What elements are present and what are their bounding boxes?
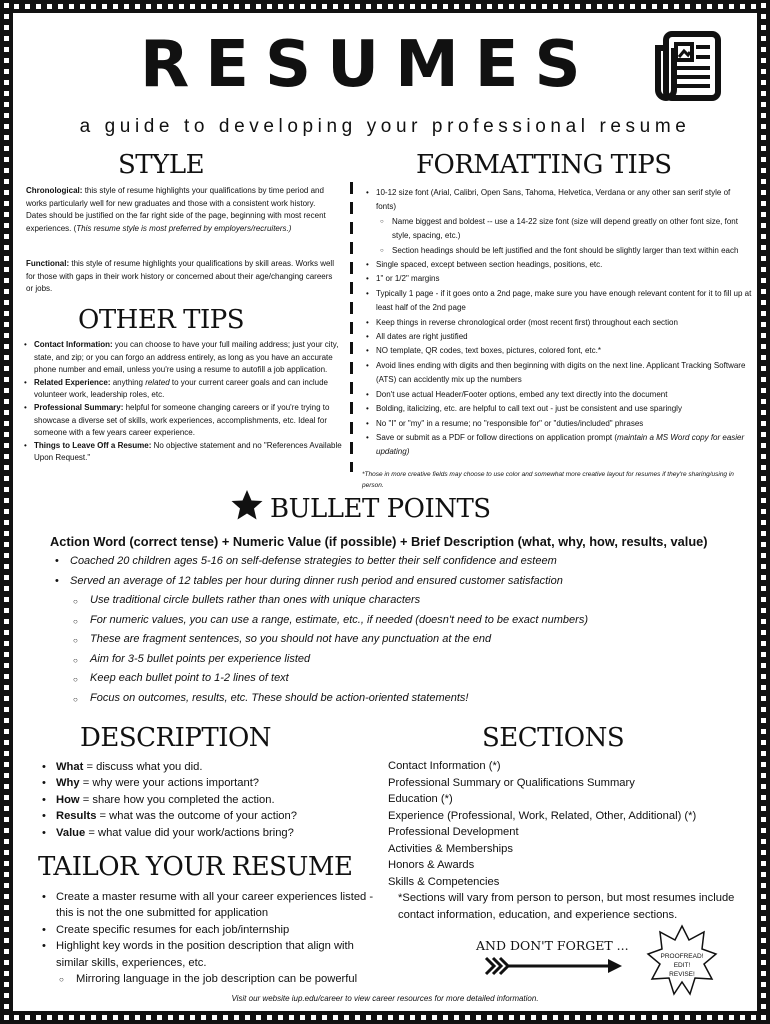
burst-badge-icon bbox=[646, 924, 718, 996]
list-item: ○ Aim for 3-5 bullet points per experience listed bbox=[50, 650, 750, 670]
list-item: • Highlight key words in the position description that align with similar skills, experiences, etc. bbox=[36, 938, 376, 971]
description-label: Value bbox=[56, 826, 86, 839]
tip-text: to your current career goals and can include volunteer work, leadership roles, etc. bbox=[34, 377, 328, 400]
badge-text bbox=[646, 952, 718, 979]
list-item: Skills & Competencies bbox=[388, 875, 500, 888]
border-top bbox=[0, 0, 770, 13]
list-item: Activities & Memberships bbox=[388, 842, 513, 855]
page-subtitle: a guide to developing your professional resume bbox=[79, 116, 691, 137]
list-item: ○ Focus on outcomes, results, etc. These should be action-oriented statements! bbox=[50, 689, 750, 709]
list-item: • Single spaced, except between section headings, positions, etc. bbox=[364, 258, 752, 272]
star-icon bbox=[230, 488, 264, 522]
list-item: Contact Information (*) bbox=[388, 760, 501, 772]
list-item: Professional Development bbox=[388, 826, 519, 838]
tip-label: Contact Information: bbox=[34, 340, 113, 349]
list-item: ○ Keep each bullet point to 1-2 lines of text bbox=[50, 669, 750, 689]
chronological-note: This resume style is most preferred by employers/recruiters.) bbox=[76, 223, 292, 233]
list-item: • Typically 1 page - if it goes onto a 2nd page, make sure you have enough relevant content for it to fill up at least half of the 2nd page bbox=[364, 287, 752, 316]
arrow-icon bbox=[484, 954, 624, 978]
list-item: • Create specific resumes for each job/internship bbox=[36, 922, 376, 938]
list-item: ○ Use traditional circle bullets rather than ones with unique characters bbox=[50, 591, 750, 611]
style-chronological bbox=[26, 185, 338, 235]
border-left bbox=[0, 0, 13, 1024]
tailor-heading: TAILOR YOUR RESUME bbox=[38, 852, 353, 882]
list-item: • Avoid lines ending with digits and then beginning with digits on the next line. Applicant Tracking Software (ATS) can accidently mix up the numbers bbox=[364, 359, 752, 388]
list-item: • No "I" or "my" in a resume; no "responsible for" or "duties/included" phrases bbox=[364, 417, 752, 431]
other-tips-list bbox=[22, 339, 342, 465]
style-heading: STYLE bbox=[118, 150, 205, 180]
description-text: = what was the outcome of your action? bbox=[96, 810, 297, 823]
tip-emphasis: related bbox=[145, 377, 170, 387]
tip-label: Things to Leave Off a Resume: bbox=[34, 440, 152, 450]
badge-line: PROOFREAD! bbox=[660, 953, 704, 960]
list-item: • All dates are right justified bbox=[364, 330, 752, 344]
list-item: ○ These are fragment sentences, so you should not have any punctuation at the end bbox=[50, 630, 750, 650]
description-heading: DESCRIPTION bbox=[80, 723, 272, 753]
list-item: • Coached 20 children ages 5-16 on self-defense strategies to better their self confidence and esteem bbox=[50, 552, 750, 572]
list-item: Education (*) bbox=[388, 793, 453, 805]
list-item: • Create a master resume with all your career experiences listed - this is not the one submitted for application bbox=[36, 889, 376, 922]
description-label: How bbox=[56, 793, 80, 806]
list-item bbox=[22, 339, 342, 377]
list-item bbox=[36, 825, 356, 841]
chronological-text: this style of resume highlights your qualifications by time period and works particularly well for new graduates and those with a consistent work history. Dates should be justified on the far right side of the page, beginning with most recent experiences. ( bbox=[26, 186, 326, 233]
tip-text: No objective statement and no "References Available Upon Request." bbox=[34, 440, 342, 463]
border-bottom bbox=[0, 1011, 770, 1024]
page-title: RESUMES bbox=[140, 28, 597, 102]
other-tips-heading: OTHER TIPS bbox=[78, 305, 245, 335]
style-functional bbox=[26, 258, 338, 296]
bullet-formula: Action Word (correct tense) + Numeric Value (if possible) + Brief Description (what, why, how, results, value) bbox=[50, 534, 708, 549]
list-item: Experience (Professional, Work, Related, Other, Additional) (*) bbox=[388, 809, 697, 822]
list-item bbox=[22, 440, 342, 465]
badge-line: EDIT! bbox=[673, 962, 691, 969]
description-text: = discuss what you did. bbox=[83, 761, 203, 773]
chronological-label: Chronological: bbox=[26, 186, 83, 195]
tip-text: anything bbox=[112, 377, 146, 387]
list-item: • Served an average of 12 tables per hour during dinner rush period and ensured customer satisfaction bbox=[50, 572, 750, 592]
dont-forget-label: AND DON'T FORGET ... bbox=[476, 938, 629, 953]
formatting-heading: FORMATTING TIPS bbox=[416, 150, 672, 180]
description-text: = what value did your work/actions bring? bbox=[85, 826, 294, 839]
description-text: = share how you completed the action. bbox=[79, 793, 275, 806]
bullet-points-heading: BULLET POINTS bbox=[270, 494, 491, 524]
tip-label: Related Experience: bbox=[34, 377, 111, 387]
list-item: • Don't use actual Header/Footer options, embed any text directly into the document bbox=[364, 388, 752, 402]
sections-list bbox=[388, 758, 748, 923]
newspaper-icon bbox=[652, 28, 722, 106]
description-text: = why were your actions important? bbox=[79, 777, 260, 790]
footer-text: Visit our website iup.edu/career to view career resources for more detailed information. bbox=[231, 994, 539, 1003]
sections-heading: SECTIONS bbox=[482, 723, 625, 753]
functional-label: Functional: bbox=[26, 259, 70, 268]
list-item: • 10-12 size font (Arial, Calibri, Open Sans, Tahoma, Helvetica, Verdana or any other san serif style of fonts) bbox=[364, 186, 752, 215]
tip-label: Professional Summary: bbox=[34, 402, 124, 412]
list-item: • NO template, QR codes, text boxes, pictures, colored font, etc.* bbox=[364, 344, 752, 358]
bullet-examples-list bbox=[50, 552, 750, 708]
list-item: ○ Name biggest and boldest -- use a 14-22 size font (size will depend greatly on other font size, font style, spacing, etc.) bbox=[364, 215, 752, 244]
list-item bbox=[364, 431, 752, 460]
tip-text: you can choose to have your full mailing address; just your city, state, and zip; or you can forgo an address entirely, as long as you have an accurate phone number and email, unless you're using a resume to autofill a job application. bbox=[34, 340, 339, 375]
list-item bbox=[36, 808, 356, 824]
list-item: ○ For numeric values, you can use a range, estimate, etc., if needed (doesn't need to be exact numbers) bbox=[50, 611, 750, 631]
tailor-list bbox=[36, 889, 376, 987]
description-label: Results bbox=[56, 810, 97, 823]
column-divider bbox=[350, 182, 353, 472]
list-item bbox=[36, 775, 356, 791]
description-label: Why bbox=[56, 777, 80, 790]
tip-text: helpful for someone changing careers or if you're trying to showcase a diverse set of skills, work experiences, accomplishments, etc. Ideal for someone with a few years career experience. bbox=[34, 402, 330, 438]
list-item bbox=[36, 759, 356, 775]
list-item bbox=[22, 402, 342, 440]
badge-line: REVISE! bbox=[669, 971, 695, 978]
tip-note: maintain a MS Word copy for easier updating) bbox=[376, 432, 745, 457]
list-item: • Bolding, italicizing, etc. are helpful to call text out - just be consistent and use sparingly bbox=[364, 402, 752, 416]
functional-text: this style of resume highlights your qualifications by skill areas. Works well for those with gaps in their work history or concerned about their age/changing careers or jobs. bbox=[26, 259, 334, 294]
description-list bbox=[36, 759, 356, 841]
list-item: ○ Mirroring language in the job description can be powerful bbox=[36, 971, 376, 987]
list-item: Professional Summary or Qualifications Summary bbox=[388, 776, 635, 789]
border-right bbox=[757, 0, 770, 1024]
list-item: ○ Section headings should be left justified and the font should be slightly larger than text within each bbox=[364, 244, 752, 258]
description-label: What bbox=[56, 761, 84, 773]
list-item bbox=[36, 792, 356, 808]
list-item bbox=[22, 377, 342, 402]
tip-text: Save or submit as a PDF or follow directions on application prompt ( bbox=[376, 432, 617, 442]
formatting-footnote: *Those in more creative fields may choose to use color and somewhat more creative layout for resumes if they're sharing/using in person. bbox=[362, 471, 734, 489]
list-item: • Keep things in reverse chronological order (most recent first) throughout each section bbox=[364, 316, 752, 330]
list-item: • 1" or 1/2" margins bbox=[364, 272, 752, 286]
list-item: Honors & Awards bbox=[388, 859, 475, 871]
sections-note: *Sections will vary from person to person, but most resumes include contact information, education, and experience sections. bbox=[398, 892, 735, 921]
formatting-list bbox=[364, 186, 752, 460]
